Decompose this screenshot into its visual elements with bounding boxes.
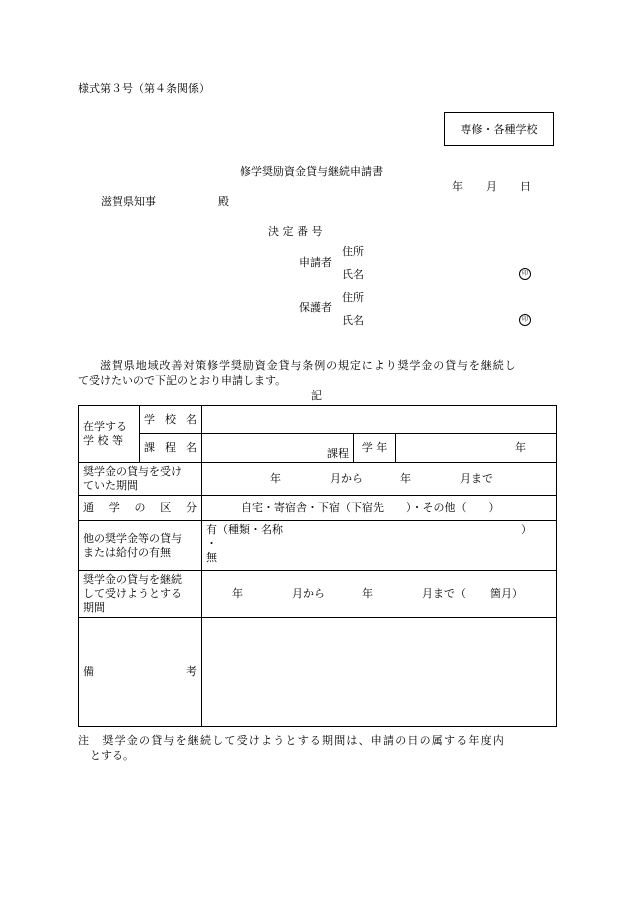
addressee: 滋賀県知事 — [101, 195, 156, 208]
table-row — [79, 618, 557, 727]
table-row — [79, 434, 557, 463]
school-name-field[interactable] — [202, 406, 557, 434]
body-line-2: て受けたいので下記のとおり申請します。 — [78, 374, 287, 387]
grade-unit: 年 — [515, 441, 526, 455]
remarks-field[interactable] — [202, 618, 557, 727]
continue-period-label: 奨学金の貸与を継続 して受けようとする 期間 — [79, 571, 202, 618]
other-scholarship-field[interactable]: 有（種類・名称 ） ・ 無 — [202, 521, 557, 571]
guardian-label: 保護者 — [299, 301, 332, 314]
guardian-address-label: 住所 — [342, 291, 364, 304]
applicant-name-label: 氏名 — [342, 268, 364, 281]
date-month: 月 — [486, 180, 497, 193]
school-type-box — [444, 112, 554, 146]
grade-label: 学 年 — [354, 434, 396, 463]
form-number: 様式第３号（第４条関係） — [78, 82, 210, 95]
commute-label: 通 学 の 区 分 — [79, 496, 202, 521]
grade-field[interactable] — [396, 434, 557, 463]
note-line-1: 注 奨学金の貸与を継続して受けようとする期間は、申請の日の属する年度内 — [78, 734, 505, 747]
school-type-label: 専修・各種学校 — [460, 123, 538, 136]
table-row — [79, 521, 557, 571]
table-row — [79, 463, 557, 496]
application-table — [78, 405, 557, 727]
body-line-1: 滋賀県地域改善対策修学奨励資金貸与条例の規定により奨学金の貸与を継続し — [100, 359, 517, 372]
table-row — [79, 496, 557, 521]
course-name-field[interactable] — [202, 434, 354, 463]
applicant-address-label: 住所 — [342, 245, 364, 258]
period-field[interactable]: 年 月から 年 月まで — [202, 463, 557, 496]
commute-field[interactable]: 自宅・寄宿舎・下宿（下宿先 ）・その他（ ） — [202, 496, 557, 521]
honorific: 殿 — [218, 195, 229, 208]
date-day: 日 — [520, 180, 531, 193]
document-title: 修学奨励資金貸与継続申請書 — [240, 165, 383, 178]
enrolled-school-label: 在学する 学 校 等 — [79, 406, 140, 463]
applicant-label: 申請者 — [299, 256, 332, 269]
course-suffix: 課程 — [327, 447, 349, 461]
remarks-label: 備 考 — [79, 618, 202, 727]
ki-label: 記 — [311, 389, 322, 402]
table-row — [79, 571, 557, 618]
decision-number-label: 決 定 番 号 — [268, 225, 323, 238]
continue-period-field[interactable]: 年 月から 年 月まで（ 箇月） — [202, 571, 557, 618]
course-name-label: 課 程 名 — [140, 434, 202, 463]
applicant-seal-icon: 印 — [519, 268, 531, 280]
guardian-name-label: 氏名 — [342, 314, 364, 327]
date-year: 年 — [452, 180, 463, 193]
school-name-label: 学 校 名 — [140, 406, 202, 434]
guardian-seal-icon: 印 — [519, 314, 531, 326]
other-scholarship-label: 他の奨学金等の貸与 または給付の有無 — [79, 521, 202, 571]
table-row — [79, 406, 557, 434]
note-line-2: とする。 — [90, 749, 134, 762]
period-label: 奨学金の貸与を受け ていた期間 — [79, 463, 202, 496]
